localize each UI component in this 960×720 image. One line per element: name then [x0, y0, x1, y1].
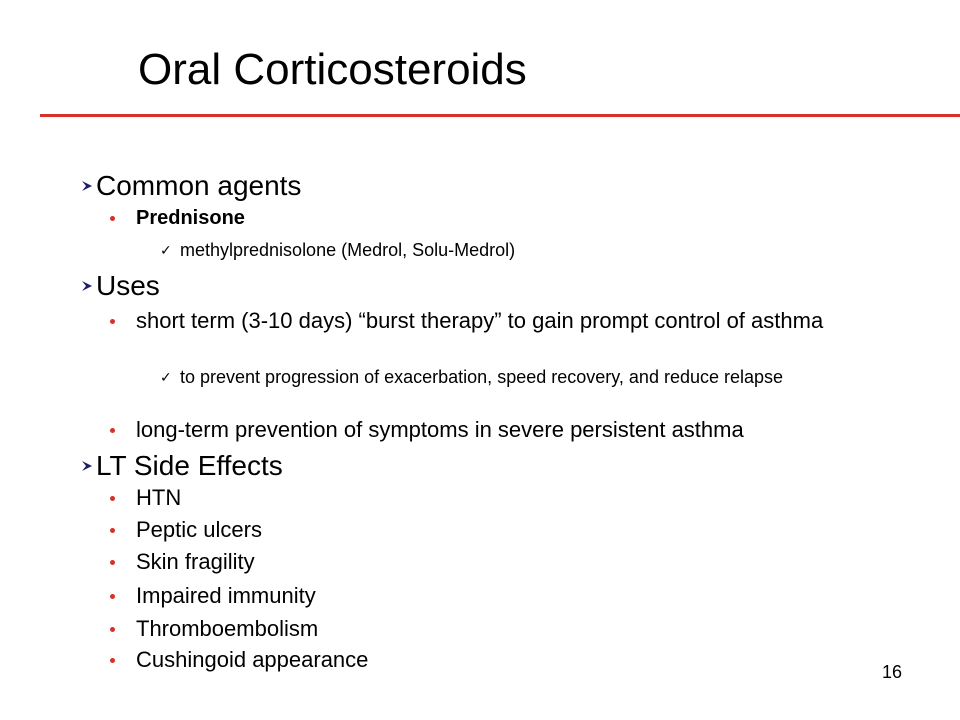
list-item-text: Thromboembolism — [136, 616, 319, 641]
sub-item-text: methylprednisolone (Medrol, Solu-Medrol) — [180, 240, 516, 260]
dot-bullet-icon — [110, 594, 115, 599]
list-item-text: HTN — [136, 485, 182, 510]
section-heading-text: Common agents — [96, 170, 302, 201]
list-item-side-effect — [110, 617, 890, 641]
check-bullet-icon: ✓ — [160, 243, 172, 259]
list-item-short-term — [110, 309, 890, 333]
arrowhead-bullet-icon — [80, 179, 94, 193]
dot-bullet-icon — [110, 319, 115, 324]
list-item-text: Impaired immunity — [136, 583, 316, 608]
list-item-prednisone — [110, 206, 890, 230]
list-item-side-effect — [110, 648, 890, 672]
dot-bullet-icon — [110, 560, 115, 565]
list-item-side-effect — [110, 486, 890, 510]
dot-bullet-icon — [110, 428, 115, 433]
arrowhead-bullet-icon — [80, 459, 94, 473]
list-item-text: short term (3-10 days) “burst therapy” to gain prompt control of asthma — [136, 308, 824, 333]
check-bullet-icon: ✓ — [160, 370, 172, 386]
dot-bullet-icon — [110, 496, 115, 501]
list-item-side-effect — [110, 584, 890, 608]
sub-item-text: to prevent progression of exacerbation, speed recovery, and reduce relapse — [180, 367, 784, 387]
arrowhead-bullet-icon — [80, 279, 94, 293]
page-number: 16 — [882, 662, 903, 682]
dot-bullet-icon — [110, 528, 115, 533]
list-item-text: Prednisone — [136, 207, 245, 229]
slide-title: Oral Corticosteroids — [138, 45, 527, 94]
list-item-text: Skin fragility — [136, 549, 255, 574]
dot-bullet-icon — [110, 658, 115, 663]
list-item-long-term — [110, 418, 890, 442]
list-item-side-effect — [110, 550, 890, 574]
list-item-side-effect — [110, 518, 890, 542]
dot-bullet-icon — [110, 627, 115, 632]
sub-item-methylprednisolone — [160, 240, 900, 260]
sub-item-prevent-progression — [160, 367, 900, 387]
dot-bullet-icon — [110, 216, 115, 221]
section-heading-text: Uses — [96, 270, 160, 301]
list-item-text: long-term prevention of symptoms in severe persistent asthma — [136, 417, 744, 442]
list-item-text: Peptic ulcers — [136, 517, 262, 542]
section-heading-text: LT Side Effects — [96, 450, 283, 481]
list-item-text: Cushingoid appearance — [136, 647, 369, 672]
